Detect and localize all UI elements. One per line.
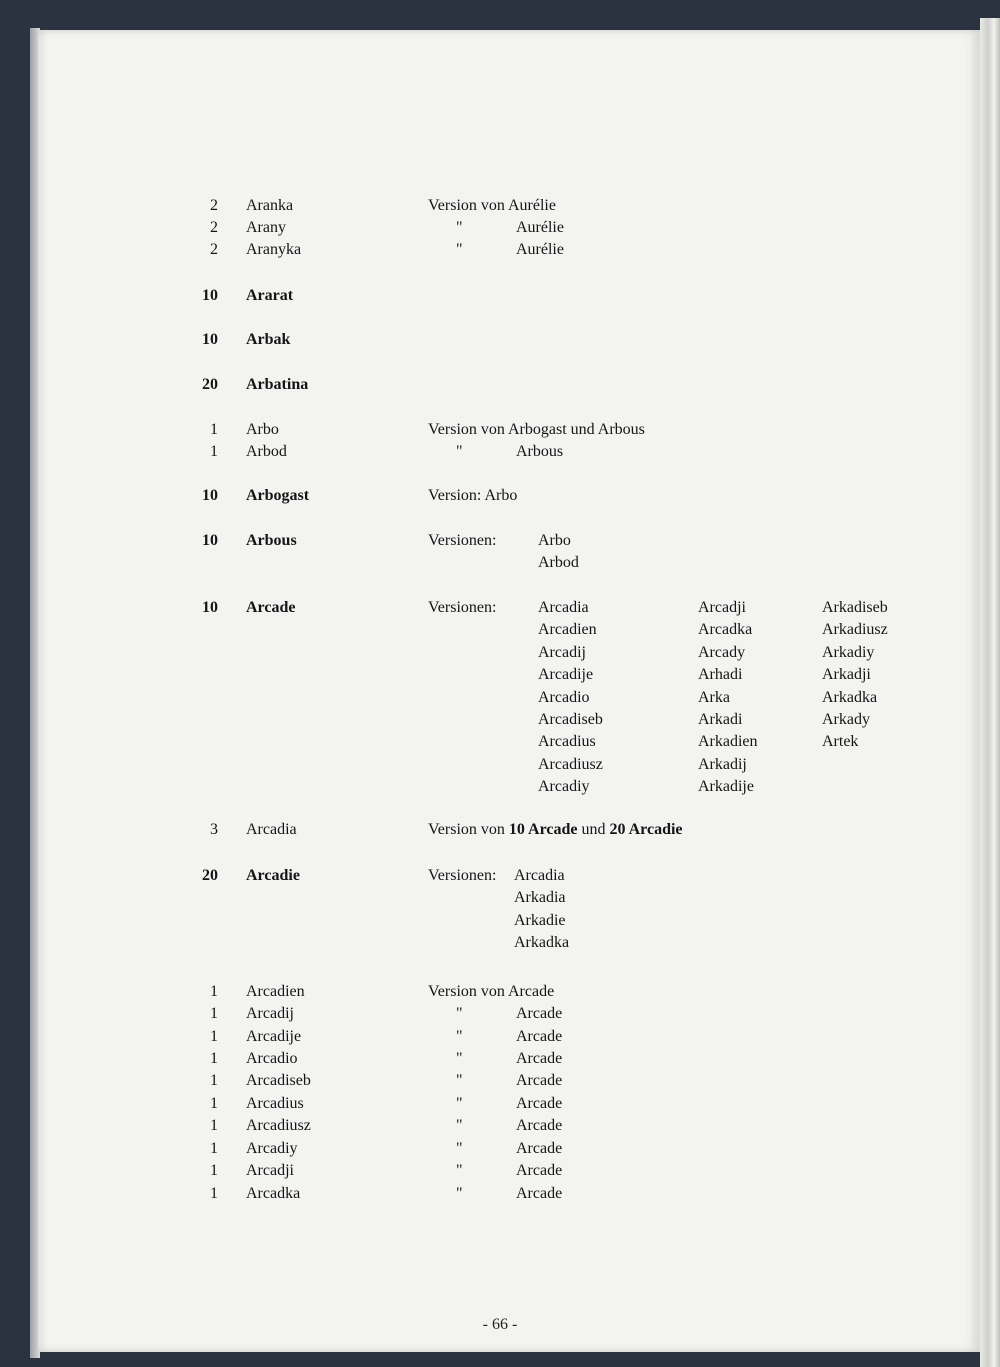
entry-name: Arcadije — [246, 1028, 302, 1045]
entry-name: Arcadien — [246, 983, 305, 1000]
entry-name: Arbogast — [246, 487, 310, 504]
version-item: Arhadi — [698, 666, 743, 684]
entry-number: 10 — [202, 532, 218, 549]
ditto-mark: " — [456, 1140, 463, 1157]
entry-number: 2 — [210, 241, 218, 258]
entry-name: Arbous — [246, 532, 297, 549]
ditto-mark: " — [456, 1185, 463, 1202]
version-item: Arka — [698, 688, 730, 706]
entry-number: 20 — [202, 867, 218, 884]
entry-description: Version von Arbogast und Arbous — [428, 421, 645, 438]
entry-name: Arcadiy — [246, 1140, 298, 1157]
entry-description — [428, 820, 683, 840]
version-item: Arbod — [538, 554, 579, 572]
entry-number: 2 — [210, 219, 218, 236]
ditto-mark: " — [456, 443, 463, 460]
entry-number: 1 — [210, 421, 218, 438]
entry-number: 1 — [210, 1185, 218, 1202]
entry-name: Arcadia — [246, 821, 297, 838]
version-item: Arkadi — [698, 711, 743, 728]
ditto-mark: " — [456, 1050, 463, 1067]
version-item: Arkadiseb — [822, 599, 888, 616]
entry-number: 1 — [210, 1140, 218, 1157]
entry-number: 1 — [210, 443, 218, 460]
version-item: Arcadji — [698, 599, 746, 616]
versions-label: Versionen: — [428, 599, 497, 616]
entry-number: 1 — [210, 1028, 218, 1045]
entry-description: Version von Arcade — [428, 983, 555, 1000]
version-item: Arcady — [698, 643, 746, 661]
entry-number: 3 — [210, 821, 218, 838]
entry-number: 1 — [210, 1095, 218, 1112]
entry-name: Aranka — [246, 197, 294, 214]
entry-name: Arcadie — [246, 867, 300, 884]
entry-name: Arbatina — [246, 376, 309, 393]
entry-name: Arcadio — [246, 1050, 298, 1067]
ditto-mark: " — [456, 1005, 463, 1022]
version-item: Arcadien — [538, 621, 597, 639]
version-item: Arkadije — [698, 778, 754, 796]
entry-reference: Arcade — [516, 1028, 563, 1045]
entry-reference: Aurélie — [516, 241, 564, 258]
entry-name: Arcadij — [246, 1005, 294, 1022]
version-item: Arkadka — [822, 688, 878, 706]
version-item: Arcadia — [514, 867, 565, 884]
entry-reference: Arcade — [516, 1050, 563, 1067]
entry-number: 1 — [210, 1005, 218, 1022]
entry-number: 1 — [210, 1050, 218, 1067]
entry-name: Arbo — [246, 421, 279, 438]
ditto-mark: " — [456, 1162, 463, 1179]
entry-name: Arcadiusz — [246, 1117, 311, 1134]
version-item: Arkadji — [822, 666, 871, 684]
entry-reference: Arcade — [516, 1185, 563, 1202]
version-item: Arcadiusz — [538, 755, 603, 773]
version-item: Arbo — [538, 532, 571, 549]
entry-number: 1 — [210, 1162, 218, 1179]
version-item: Arcadio — [538, 688, 590, 706]
entry-reference: Arcade — [516, 1162, 563, 1179]
entry-name: Aranyka — [246, 241, 302, 258]
entry-name: Arcade — [246, 599, 296, 616]
version-item: Arkadiy — [822, 643, 875, 661]
page-number: - 66 - — [482, 1316, 518, 1333]
desc-ref-bold: 20 Arcadie — [609, 821, 683, 838]
desc-text: und — [577, 821, 610, 838]
entry-reference: Arcade — [516, 1117, 563, 1134]
version-item: Arkadiusz — [822, 621, 888, 639]
version-item: Arcadiy — [538, 778, 590, 796]
entry-reference: Arcade — [516, 1072, 563, 1089]
page-stack-edge — [980, 18, 1000, 1367]
entry-reference: Aurélie — [516, 219, 564, 236]
ditto-mark: " — [456, 1072, 463, 1089]
entry-name: Arbak — [246, 331, 291, 348]
entry-number: 1 — [210, 1117, 218, 1134]
ditto-mark: " — [456, 1117, 463, 1134]
ditto-mark: " — [456, 241, 463, 258]
entry-reference: Arbous — [516, 443, 564, 460]
entry-number: 2 — [210, 197, 218, 214]
entry-number: 1 — [210, 983, 218, 1000]
entry-name: Arany — [246, 219, 286, 236]
version-item: Arkadij — [698, 755, 747, 773]
entry-number: 10 — [202, 599, 218, 616]
ditto-mark: " — [456, 1028, 463, 1045]
versions-label: Versionen: — [428, 532, 497, 549]
entry-name: Arcadji — [246, 1162, 294, 1179]
version-item: Arkadka — [514, 934, 570, 952]
version-item: Arcadij — [538, 643, 586, 661]
entry-reference: Arcade — [516, 1095, 563, 1112]
entry-name: Ararat — [246, 287, 294, 304]
entry-number: 1 — [210, 1072, 218, 1089]
entry-reference: Arcade — [516, 1005, 563, 1022]
version-item: Arkadia — [514, 889, 566, 907]
entry-number: 20 — [202, 376, 218, 393]
version-item: Arkadie — [514, 911, 566, 929]
entry-description: Version: Arbo — [428, 487, 518, 504]
desc-text: Version von — [428, 821, 509, 838]
entry-number: 10 — [202, 487, 218, 504]
version-item: Arcadije — [538, 666, 594, 684]
entry-description: Version von Aurélie — [428, 197, 556, 214]
version-item: Arkadien — [698, 733, 758, 751]
ditto-mark: " — [456, 219, 463, 236]
entry-name: Arbod — [246, 443, 287, 460]
entry-number: 10 — [202, 287, 218, 304]
version-item: Arcadiseb — [538, 711, 603, 728]
entry-name: Arcadka — [246, 1185, 301, 1202]
ditto-mark: " — [456, 1095, 463, 1112]
version-item: Arcadia — [538, 599, 589, 616]
entry-reference: Arcade — [516, 1140, 563, 1157]
desc-ref-bold: 10 Arcade — [508, 821, 578, 838]
versions-label: Versionen: — [428, 867, 497, 884]
version-item: Artek — [822, 733, 859, 751]
entry-number: 10 — [202, 331, 218, 348]
version-item: Arcadka — [698, 621, 753, 639]
entry-name: Arcadiseb — [246, 1072, 311, 1089]
version-item: Arcadius — [538, 733, 596, 751]
entry-name: Arcadius — [246, 1095, 304, 1112]
version-item: Arkady — [822, 711, 870, 728]
